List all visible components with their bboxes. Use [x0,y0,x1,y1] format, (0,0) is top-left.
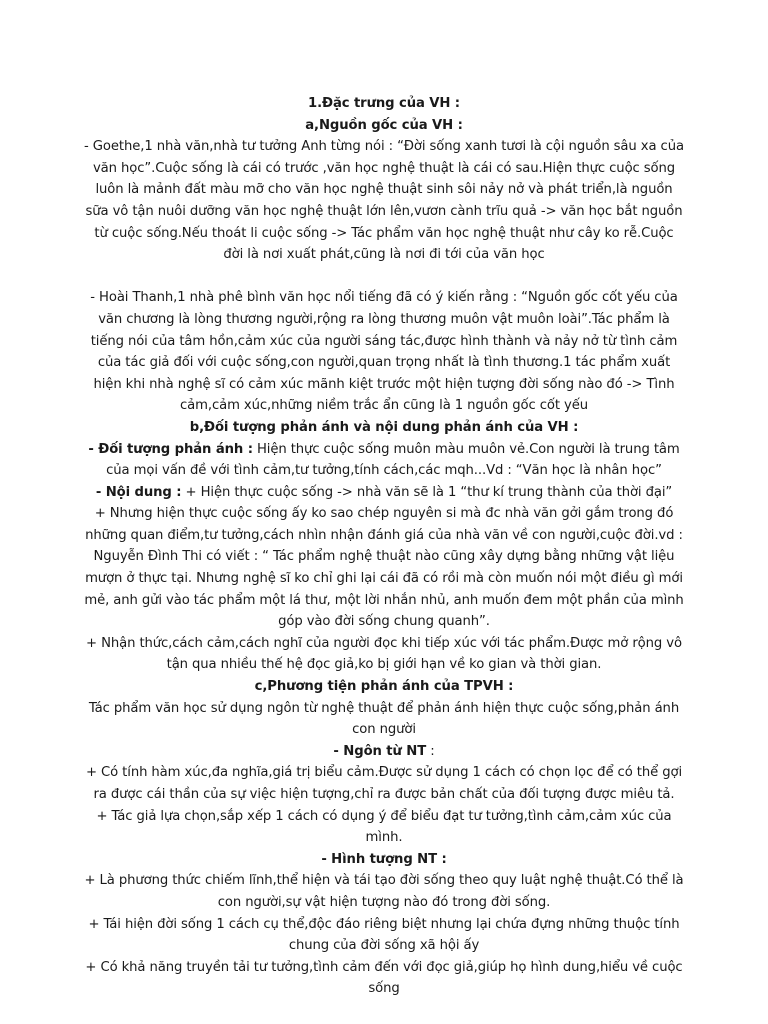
document-title: 1.Đặc trưng của VH : [308,96,460,111]
paragraph-ngon-tu-2: + Tác giả lựa chọn,sắp xếp 1 cách có dụng ý để biểu đạt tư tưởng,tình cảm,cảm xúc của mình. [96,808,672,846]
paragraph-doi-tuong [84,439,684,482]
document-page [84,93,684,1000]
ngon-tu-label: - Ngôn từ NT [333,743,427,759]
ngon-tu-colon: : [426,743,435,759]
paragraph-nhung-hien-thuc: + Nhưng hiện thực cuộc sống ấy ko sao chép nguyên si mà đc nhà văn gởi gắm trong đó những quan điểm,tư tưởng,cách nhìn nhận đánh giá của nhà văn về con người,cuộc đời.vd : Nguyễn Đình Thi có viết : “ Tác phẩm nghệ thuật nào cũng xây dựng bằng những vật liệu mượn ở thực tại. Nhưng nghệ sĩ ko chỉ ghi lại cái đã có rồi mà còn muốn nói một điều gì mới mẻ, anh gửi vào tác phẩm một lá thư, một lời nhắn nhủ, anh muốn đem một phần của mình góp vào đời sống chung quanh”. [84,506,684,630]
noi-dung-text: + Hiện thực cuộc sống -> nhà văn sẽ là 1 “thư kí trung thành của thời đại” [181,484,673,500]
section-a-heading: a,Nguồn gốc của VH : [305,117,463,133]
ngon-tu-heading [84,741,684,763]
paragraph-hinh-tuong-1: + Là phương thức chiếm lĩnh,thể hiện và tái tạo đời sống theo quy luật nghệ thuật.Có thể là con người,sự vật hiện tượng nào đó trong đời sống. [84,873,684,910]
section-c-heading: c,Phương tiện phản ánh của TPVH : [254,679,514,695]
paragraph-hinh-tuong-3: + Có khả năng truyền tải tư tưởng,tình cảm đến với đọc giả,giúp họ hình dung,hiểu về cuộc sống [85,959,683,997]
paragraph-goethe: - Goethe,1 nhà văn,nhà tư tưởng Anh từng nói : “Đời sống xanh tươi là cội nguồn sâu xa của văn học”.Cuộc sống là cái có trước ,văn học nghệ thuật là cái có sau.Hiện thực cuộc sống luôn là mảnh đất màu mỡ cho văn học nghệ thuật sinh sôi nảy nở và phát triển,là nguồn sữa vô tận nuôi dưỡng văn học nghệ thuật lớn lên,vươn cành trĩu quả -> văn học bắt nguồn từ cuộc sống.Nếu thoát li cuộc sống -> Tác phẩm văn học nghệ thuật như cây ko rễ.Cuộc đời là nơi xuất phát,cũng là nơi đi tới của văn học [84,139,684,263]
paragraph-noi-dung [84,482,684,504]
section-b-heading: b,Đối tượng phản ánh và nội dung phản ánh của VH : [189,419,579,435]
paragraph-hoai-thanh: - Hoài Thanh,1 nhà phê bình văn học nổi tiếng đã có ý kiến rằng : “Nguồn gốc cốt yếu của văn chương là lòng thương người,rộng ra lòng thương muôn vật muôn loài”.Tác phẩm là tiếng nói của tâm hồn,cảm xúc của người sáng tác,được hình thành và nảy nở từ tình cảm của tác giả đối với cuộc sống,con người,quan trọng nhất là tình thương.1 tác phẩm xuất hiện khi nhà nghệ sĩ có cảm xúc mãnh kiệt trước một hiện tượng đời sống nào đó -> Tình cảm,cảm xúc,những niềm trắc ẩn cũng là 1 nguồn gốc cốt yếu [90,290,678,414]
paragraph-hinh-tuong-2: + Tái hiện đời sống 1 cách cụ thể,độc đáo riêng biệt nhưng lại chứa đựng những thuộc tính chung của đời sống xã hội ấy [88,916,680,954]
doi-tuong-label: - Đối tượng phản ánh : [88,441,253,457]
paragraph-ngon-tu-1: + Có tính hàm xúc,đa nghĩa,giá trị biểu cảm.Được sử dụng 1 cách có chọn lọc để có thể gợi ra được cái thần của sự việc hiện tượng,chỉ ra được bản chất của đối tượng được miêu tả. [85,765,683,802]
paragraph-c-intro: Tác phẩm văn học sử dụng ngôn từ nghệ thuật để phản ánh hiện thực cuộc sống,phản ánh con người [88,700,680,738]
paragraph-spacer [84,266,684,288]
doi-tuong-text: Hiện thực cuộc sống muôn màu muôn vẻ.Con người là trung tâm của mọi vấn đề với tình cảm,tư tưởng,tính cách,các mqh...Vd : “Văn học là nhân học” [106,441,680,479]
noi-dung-label: - Nội dung : [95,484,182,500]
paragraph-nhan-thuc: + Nhận thức,cách cảm,cách nghĩ của người đọc khi tiếp xúc với tác phẩm.Được mở rộng vô tận qua nhiều thế hệ đọc giả,ko bị giới hạn về ko gian và thời gian. [86,635,682,673]
hinh-tuong-heading: - Hình tượng NT : [321,851,447,867]
